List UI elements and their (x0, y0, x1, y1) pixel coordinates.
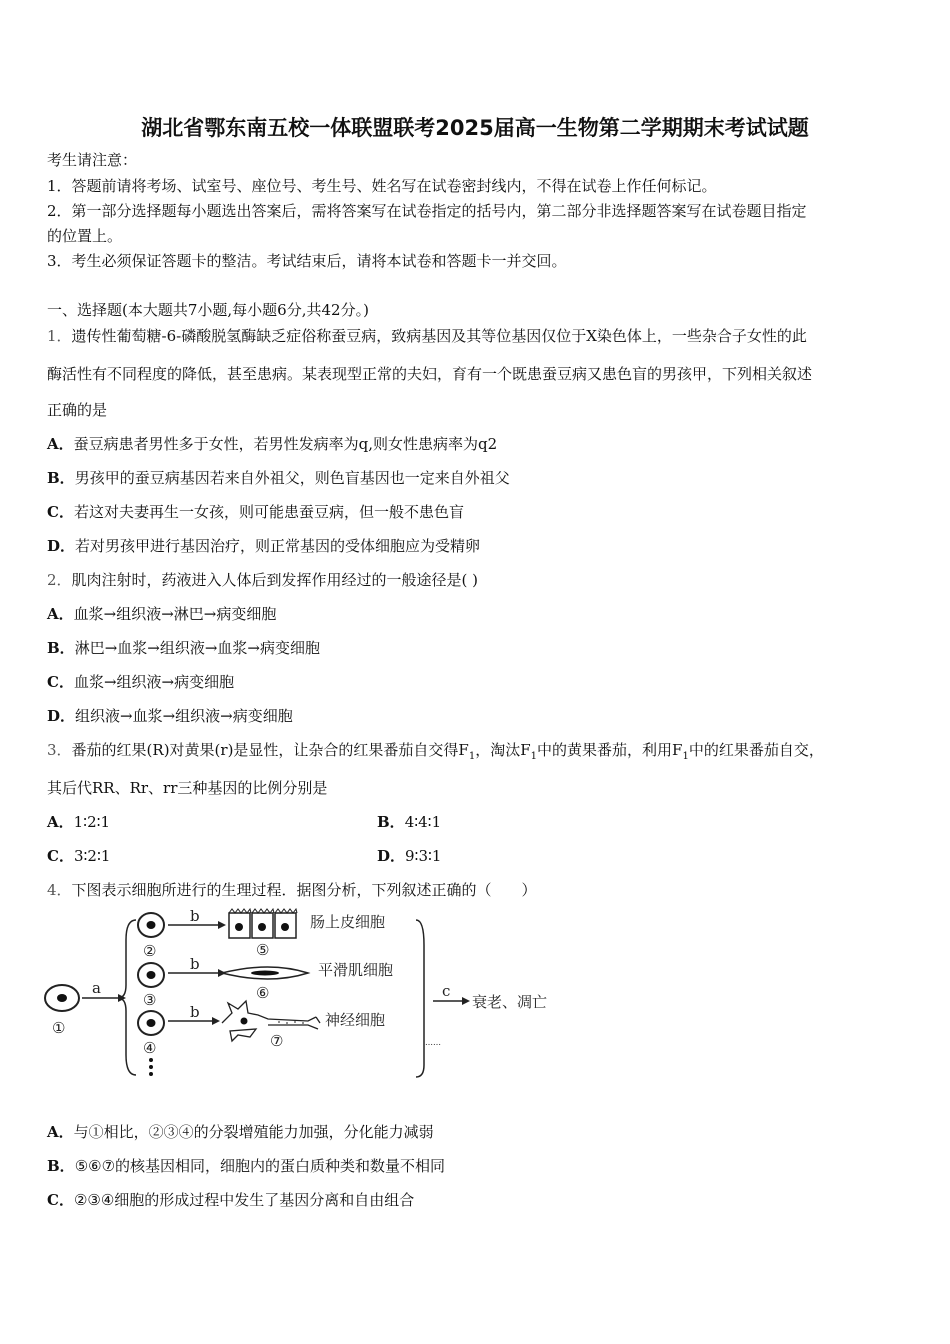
option-b (377, 812, 441, 832)
cell-4 (138, 1011, 164, 1035)
option-c (47, 672, 905, 692)
option-a (47, 1122, 905, 1142)
notice-item: 2．第一部分选择题每小题选出答案后，需将答案写在试卷指定的括号内，第二部分非选择题答案写在试卷题目指定 (47, 202, 807, 220)
option-b (47, 468, 905, 488)
option-d (47, 536, 905, 556)
arrow-b-1-head (218, 921, 226, 929)
option-text: 4∶4∶1 (404, 813, 442, 831)
cell-differentiation-diagram (40, 905, 580, 1085)
page-title: 湖北省鄂东南五校一体联盟联考2025届高一生物第二学期期末考试试题 (141, 116, 809, 140)
smooth-muscle-cell (222, 967, 308, 979)
option-label: A． (47, 1123, 74, 1141)
arrow-b-3-head (212, 1017, 220, 1025)
option-label: C． (47, 673, 74, 691)
question-3-stem (47, 740, 905, 767)
option-label: B． (47, 639, 75, 657)
question-number: 4． (47, 881, 72, 899)
option-a (47, 604, 905, 624)
option-c (47, 502, 905, 522)
option-label: A． (47, 605, 74, 623)
option-text: 9∶3∶1 (405, 847, 442, 865)
question-3-stem-line: 其后代RR、Rr、rr三种基因的比例分别是 (47, 779, 328, 797)
cell-7-label: ⑦ (270, 1032, 284, 1050)
cell-5-label: ⑤ (256, 941, 270, 959)
option-text: 淋巴→血浆→组织液→血浆→病变细胞 (74, 639, 320, 657)
question-text: 肌肉注射时，药液进入人体后到发挥作用经过的一般途径是( ) (71, 571, 479, 589)
intestinal-cells (229, 909, 297, 938)
option-text: ⑤⑥⑦的核基因相同，细胞内的蛋白质种类和数量不相同 (74, 1157, 446, 1175)
option-a (47, 434, 905, 454)
arrow-a-label: a (92, 979, 101, 997)
option-label: A． (47, 813, 74, 831)
subscript: 1 (682, 751, 689, 762)
cell-3 (138, 963, 164, 987)
option-text: 蚕豆病患者男性多于女性，若男性发病率为q,则女性患病率为q2 (73, 435, 498, 453)
option-label: B． (47, 1157, 75, 1175)
option-c (47, 846, 110, 866)
option-label: D． (47, 537, 76, 555)
arrow-b-3-label: b (190, 1003, 200, 1021)
trailing-dots: …… (425, 1038, 441, 1047)
cell-4-label: ④ (143, 1039, 157, 1057)
notice-item: 的位置上。 (47, 227, 123, 245)
left-brace (118, 920, 136, 1075)
subscript: 1 (468, 751, 476, 762)
question-1-stem (47, 326, 905, 346)
option-text: 组织液→血浆→组织液→病变细胞 (75, 707, 293, 725)
option-text: 男孩甲的蚕豆病基因若来自外祖父，则色盲基因也一定来自外祖父 (74, 469, 510, 487)
ellipsis-dots (149, 1058, 153, 1076)
question-number: 2． (47, 571, 72, 589)
arrow-c-head (462, 997, 470, 1005)
intestinal-cell-label: 肠上皮细胞 (310, 913, 386, 931)
option-label: D． (377, 847, 406, 865)
cell-2 (138, 913, 164, 937)
option-a (47, 812, 110, 832)
option-d (47, 706, 905, 726)
question-text: 番茄的红果(R)对黄果(r)是显性，让杂合的红果番茄自交得F (71, 741, 469, 759)
option-b (47, 638, 905, 658)
option-text: 1∶2∶1 (73, 813, 111, 831)
option-label: C． (47, 1191, 74, 1209)
question-text: ，淘汰F (475, 741, 531, 759)
section-heading: 一、选择题(本大题共7小题,每小题6分,共42分。) (47, 301, 369, 319)
option-c (47, 1190, 905, 1210)
nerve-cell-label: 神经细胞 (325, 1011, 386, 1029)
fate-label: 衰老、凋亡 (472, 993, 548, 1011)
question-1-stem-line: 正确的是 (47, 401, 108, 419)
smooth-muscle-label: 平滑肌细胞 (318, 961, 394, 979)
option-d (377, 846, 441, 866)
cell-1 (45, 985, 79, 1011)
option-label: C． (47, 503, 74, 521)
notice-item: 1．答题前请将考场、试室号、座位号、考生号、姓名写在试卷密封线内，不得在试卷上作任何标记。 (47, 177, 717, 195)
option-text: 血浆→组织液→淋巴→病变细胞 (73, 605, 277, 623)
option-text: ②③④细胞的形成过程中发生了基因分离和自由组合 (73, 1191, 415, 1209)
option-text: 若对男孩甲进行基因治疗，则正常基因的受体细胞应为受精卵 (75, 537, 481, 555)
notice-heading: 考生请注意： (47, 151, 138, 169)
question-number: 3． (47, 741, 72, 759)
arrow-c-label: c (442, 982, 451, 1000)
question-text: 遗传性葡萄糖-6-磷酸脱氢酶缺乏症俗称蚕豆病，致病基因及其等位基因仅位于X染色体上，一些杂合子女性的此 (71, 327, 807, 345)
option-text: 与①相比，②③④的分裂增殖能力加强，分化能力减弱 (73, 1123, 434, 1141)
arrow-b-1-label: b (190, 907, 200, 925)
question-text: 中的黄果番茄，利用F (537, 741, 683, 759)
option-b (47, 1156, 905, 1176)
question-4-stem (47, 880, 905, 900)
option-label: B． (377, 813, 405, 831)
right-brace (416, 920, 424, 1077)
cell-1-label: ① (52, 1019, 66, 1037)
cell-2-label: ② (143, 942, 157, 960)
subscript: 1 (530, 751, 538, 762)
option-label: B． (47, 469, 75, 487)
cell-3-label: ③ (143, 991, 157, 1009)
option-text: 若这对夫妻再生一女孩，则可能患蚕豆病，但一般不患色盲 (73, 503, 464, 521)
notice-item: 3．考生必须保证答题卡的整洁。考试结束后，请将本试卷和答题卡一并交回。 (47, 252, 567, 270)
option-label: A． (47, 435, 74, 453)
option-label: C． (47, 847, 74, 865)
question-1-stem-line: 酶活性有不同程度的降低，甚至患病。某表现型正常的夫妇，育有一个既患蚕豆病又患色盲的男孩甲，下列相关叙述 (47, 365, 813, 383)
option-text: 3∶2∶1 (73, 847, 111, 865)
option-text: 血浆→组织液→病变细胞 (73, 673, 235, 691)
question-text: 下图表示细胞所进行的生理过程．据图分析，下列叙述正确的（ ） (71, 881, 537, 899)
arrow-b-2-label: b (190, 955, 200, 973)
cell-6-label: ⑥ (256, 984, 270, 1002)
question-text: 中的红果番茄自交， (688, 741, 824, 759)
question-number: 1． (47, 327, 72, 345)
question-2-stem (47, 570, 905, 590)
option-label: D． (47, 707, 76, 725)
